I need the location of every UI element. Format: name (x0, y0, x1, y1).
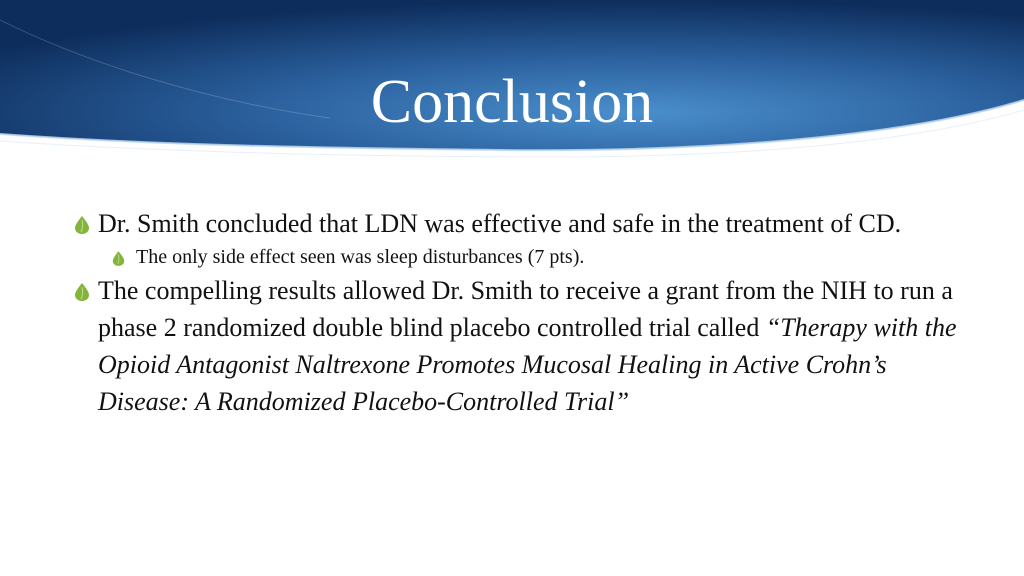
bullet-text: The compelling results allowed Dr. Smith to receive a grant from the NIH to run a phase 2 randomized double blind placebo controlled trial called (98, 276, 953, 342)
bullet-item (70, 205, 970, 242)
leaf-bullet-icon (74, 216, 90, 234)
bullet-list (70, 205, 970, 420)
leaf-bullet-icon (74, 283, 90, 301)
slide-title: Conclusion (370, 68, 654, 136)
sub-bullet-item (70, 242, 970, 272)
sub-bullet-text: The only side effect seen was sleep disturbances (7 pts). (136, 246, 585, 268)
trial-title-italic: “Therapy with the Opioid Antagonist Naltrexone Promotes Mucosal Healing in Active Crohn’s Disease: A Randomized Placebo-Controlled Trial” (98, 313, 957, 416)
bullet-item (70, 272, 970, 420)
bullet-text: Dr. Smith concluded that LDN was effective and safe in the treatment of CD. (98, 209, 902, 238)
leaf-bullet-icon (112, 251, 125, 266)
